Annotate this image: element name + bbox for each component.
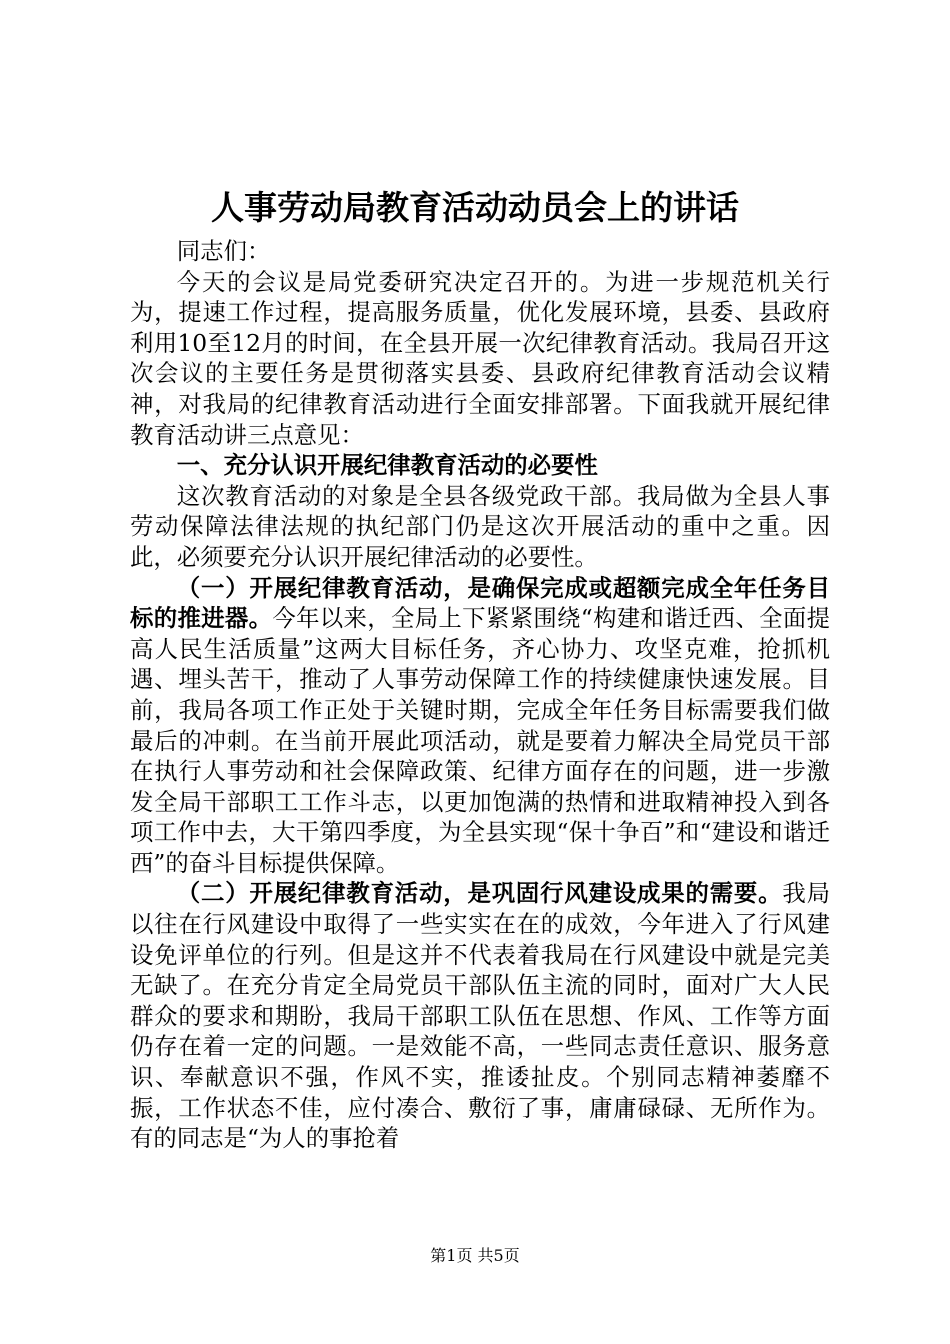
- subsection-1-paragraph: [130, 573, 830, 879]
- section-heading-1: 一、充分认识开展纪律教育活动的必要性: [176, 451, 598, 480]
- section-1-paragraph: 这次教育活动的对象是全县各级党政干部。我局做为全县人事劳动保障法律法规的执纪部门仍是这次开展活动的重中之重。因此，必须要充分认识开展纪律活动的必要性。: [130, 481, 830, 571]
- salutation: 同志们：: [176, 237, 271, 265]
- page-footer: 第1页 共5页: [430, 1246, 520, 1265]
- document-body: [130, 236, 830, 1154]
- subsection-2-paragraph: [130, 878, 830, 1153]
- subsection-2-body: 我局以往在行风建设中取得了一些实实在在的成效，今年进入了行风建设免评单位的行列。但是这并不代表着我局在行风建设中就是完美无缺了。在充分肯定全局党员干部队伍主流的同时，面对广大人民群众的要求和期盼，我局干部职工队伍在思想、作风、工作等方面仍存在着一定的问题。一是效能不高，一些同志责任意识、服务意识、奉献意识不强，作风不实，推诿扯皮。个别同志精神萎靡不振，工作状态不佳，应付凑合、敷衍了事，庸庸碌碌、无所作为。有的同志是“为人的事抢着: [130, 879, 831, 1153]
- subsection-2-lead: （二）开展纪律教育活动，是巩固行风建设成果的需要。: [176, 879, 783, 908]
- subsection-1-lead: （一）开展纪律教育活动，是确保完成或超额完成全年任务目标的推进器。: [130, 573, 830, 633]
- document-title: 人事劳动局教育活动动员会上的讲话: [211, 188, 739, 227]
- intro-paragraph: 今天的会议是局党委研究决定召开的。为进一步规范机关行为，提速工作过程，提高服务质量，优化发展环境，县委、县政府利用10至12月的时间，在全县开展一次纪律教育活动。我局召开这次会议的主要任务是贯彻落实县委、县政府纪律教育活动会议精神，对我局的纪律教育活动进行全面安排部署。下面我就开展纪律教育活动讲三点意见：: [130, 267, 830, 449]
- subsection-1-body: 今年以来，全局上下紧紧围绕“构建和谐迁西、全面提高人民生活质量”这两大目标任务，齐心协力、攻坚克难，抢抓机遇、埋头苦干，推动了人事劳动保障工作的持续健康快速发展。目前，我局各项工作正处于关键时期，完成全年任务目标需要我们做最后的冲刺。在当前开展此项活动，就是要着力解决全局党员干部在执行人事劳动和社会保障政策、纪律方面存在的问题，进一步激发全局干部职工工作斗志，以更加饱满的热情和进取精神投入到各项工作中去，大干第四季度，为全县实现“保十争百”和“建设和谐迁西”的奋斗目标提供保障。: [130, 604, 830, 877]
